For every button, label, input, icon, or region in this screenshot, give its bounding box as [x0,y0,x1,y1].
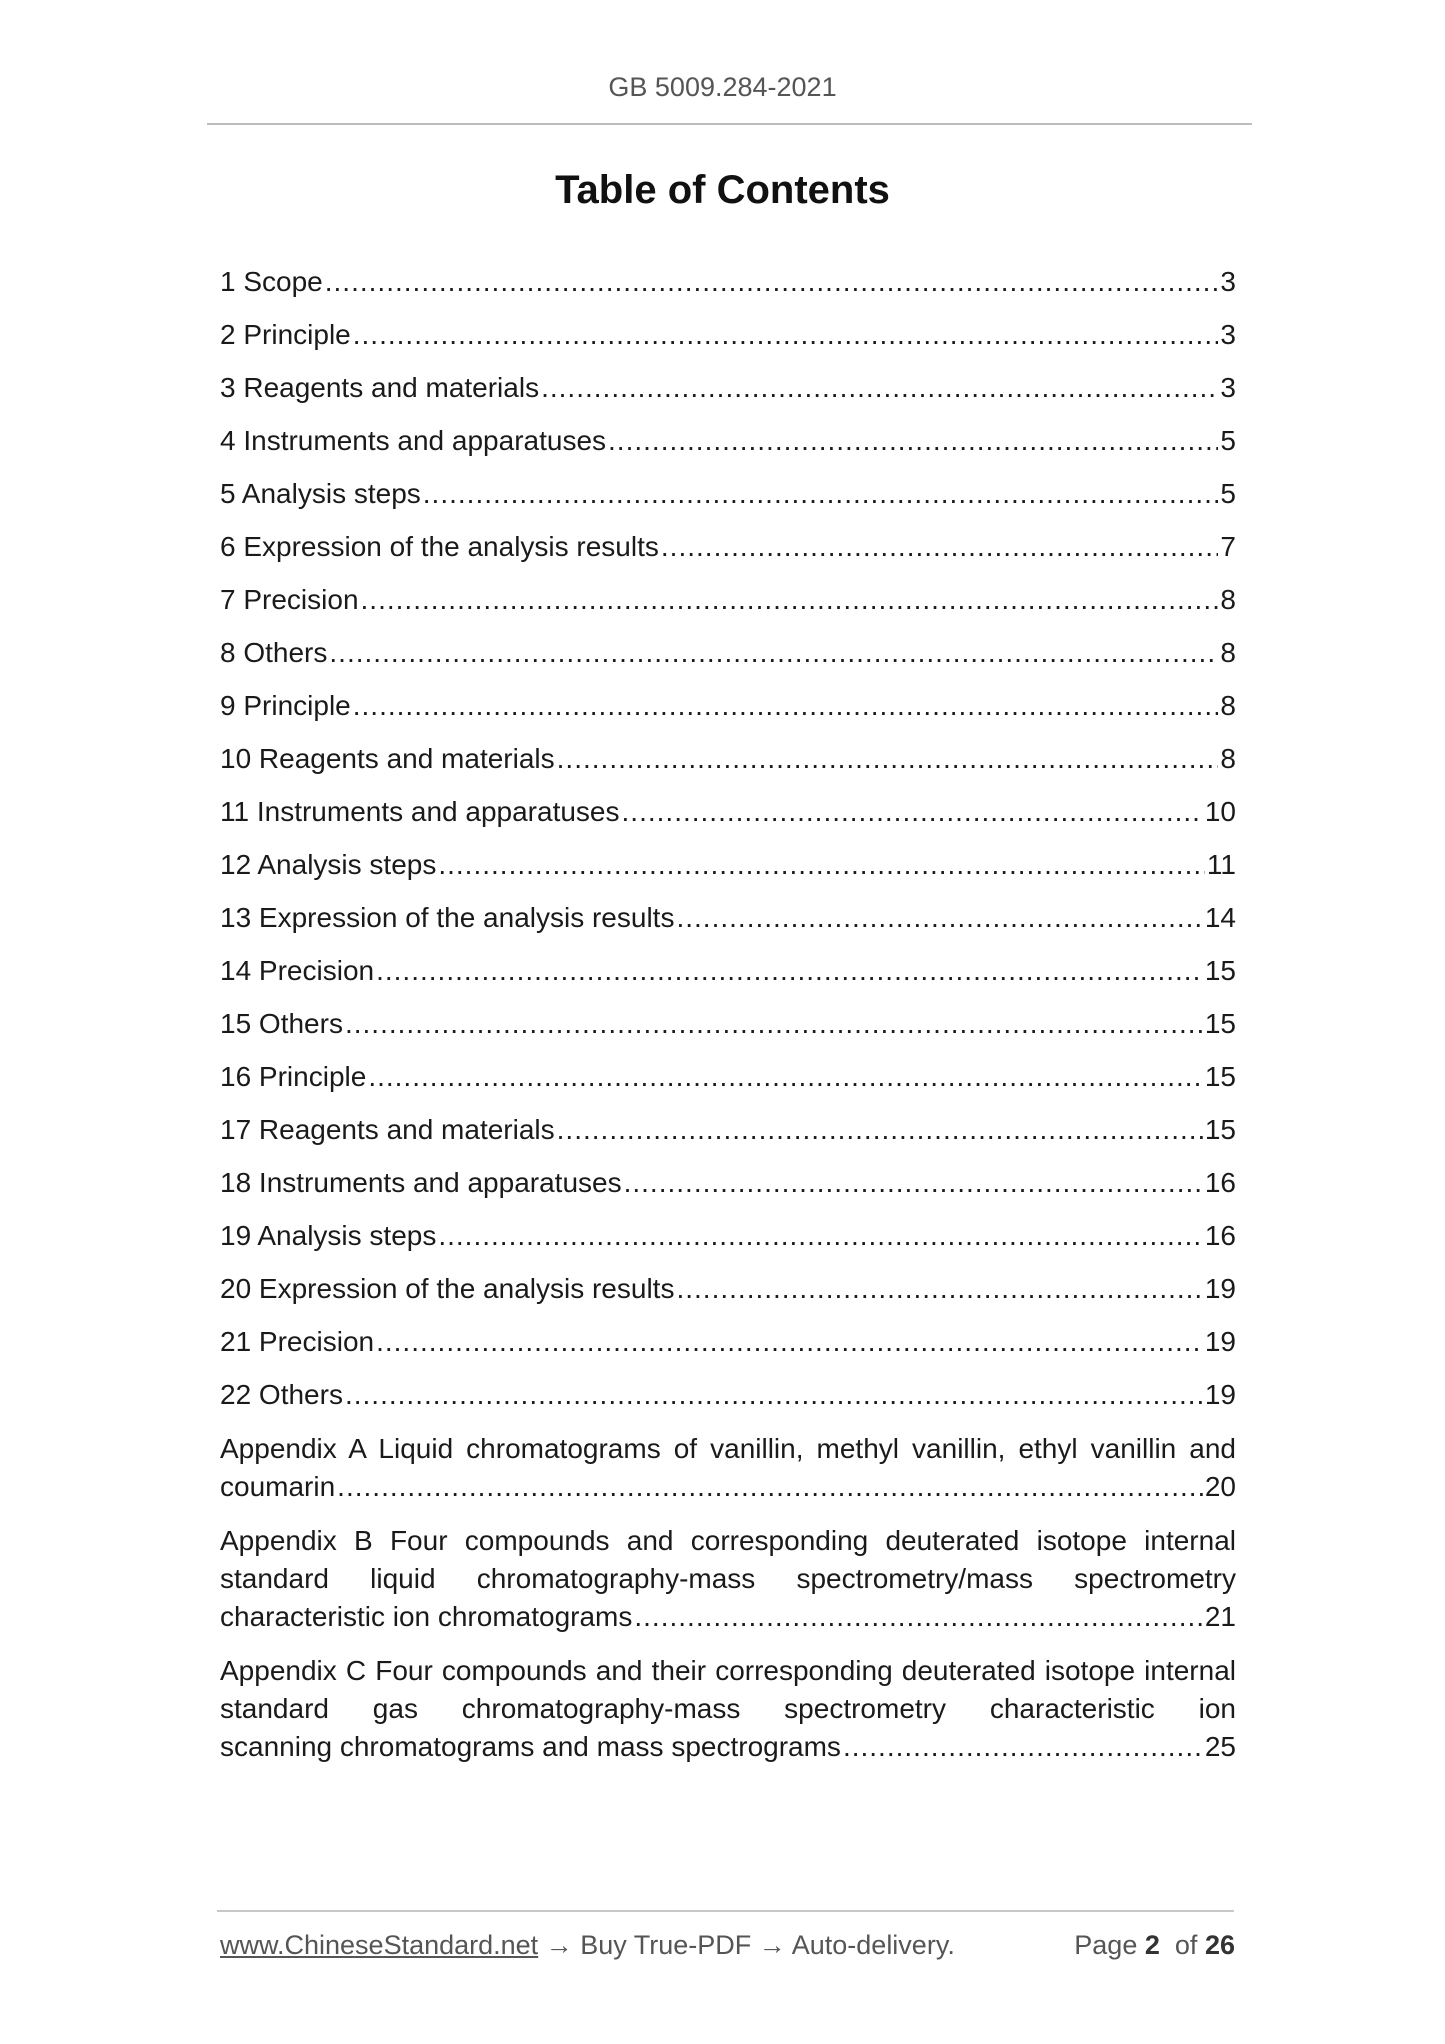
toc-entry[interactable]: 17 Reagents and materials ..... 15 [220,1110,1236,1163]
page-footer [220,1930,1235,1961]
header-divider [207,123,1252,125]
page-number: Page 2 of 26 [1074,1930,1235,1960]
footer-divider [217,1910,1234,1912]
toc-entry[interactable]: 3 Reagents and materials ..... 3 [220,368,1236,421]
toc-entry[interactable]: 11 Instruments and apparatuses ..... 10 [220,792,1236,845]
toc-appendix-a[interactable]: Appendix A Liquid chromatograms of vanillin, methyl vanillin, ethyl vanillin and coumarin ..... 20 [220,1430,1236,1506]
footer-website-link[interactable]: www.ChineseStandard.net [220,1930,539,1960]
toc-entry[interactable]: 13 Expression of the analysis results ..... 14 [220,898,1236,951]
toc-entry[interactable]: 20 Expression of the analysis results ..... 19 [220,1269,1236,1322]
toc-entry[interactable]: 18 Instruments and apparatuses ..... 16 [220,1163,1236,1216]
toc-entry[interactable]: 22 Others ..... 19 [220,1375,1236,1428]
toc-entry[interactable]: 7 Precision ..... 8 [220,580,1236,633]
toc-title: Table of Contents [555,168,890,212]
toc-entry[interactable]: 6 Expression of the analysis results ..... 7 [220,527,1236,580]
toc-entry[interactable]: 9 Principle ..... 8 [220,686,1236,739]
toc-entry[interactable]: 1 Scope ..... 3 [220,262,1236,315]
toc-entry[interactable]: 2 Principle ..... 3 [220,315,1236,368]
toc-entry[interactable]: 12 Analysis steps ..... 11 [220,845,1236,898]
toc-entry[interactable]: 19 Analysis steps ..... 16 [220,1216,1236,1269]
toc-entry[interactable]: 16 Principle ..... 15 [220,1057,1236,1110]
toc-entry[interactable]: 8 Others ..... 8 [220,633,1236,686]
toc-entry[interactable]: 21 Precision ..... 19 [220,1322,1236,1375]
toc-entry[interactable]: 10 Reagents and materials ..... 8 [220,739,1236,792]
toc-appendix-b[interactable]: Appendix B Four compounds and corresponding deuterated isotope internal standard liquid chromatography-mass spectrometry/mass spectrometry characteristic ion chromatograms ..... 21 [220,1522,1236,1636]
toc-appendix-c[interactable]: Appendix C Four compounds and their corresponding deuterated isotope internal standard gas chromatography-mass spectrometry characteristic ion scanning chromatograms and mass spectrograms ..... 25 [220,1652,1236,1766]
toc-entry[interactable]: 15 Others ..... 15 [220,1004,1236,1057]
toc-entry[interactable]: 14 Precision ..... 15 [220,951,1236,1004]
footer-promo-text: → Buy True-PDF → Auto-delivery. [538,1930,955,1960]
toc-entry[interactable]: 5 Analysis steps ..... 5 [220,474,1236,527]
toc-entry[interactable]: 4 Instruments and apparatuses ..... 5 [220,421,1236,474]
toc-list [220,262,1236,1782]
page-header-code: GB 5009.284-2021 [608,72,837,102]
